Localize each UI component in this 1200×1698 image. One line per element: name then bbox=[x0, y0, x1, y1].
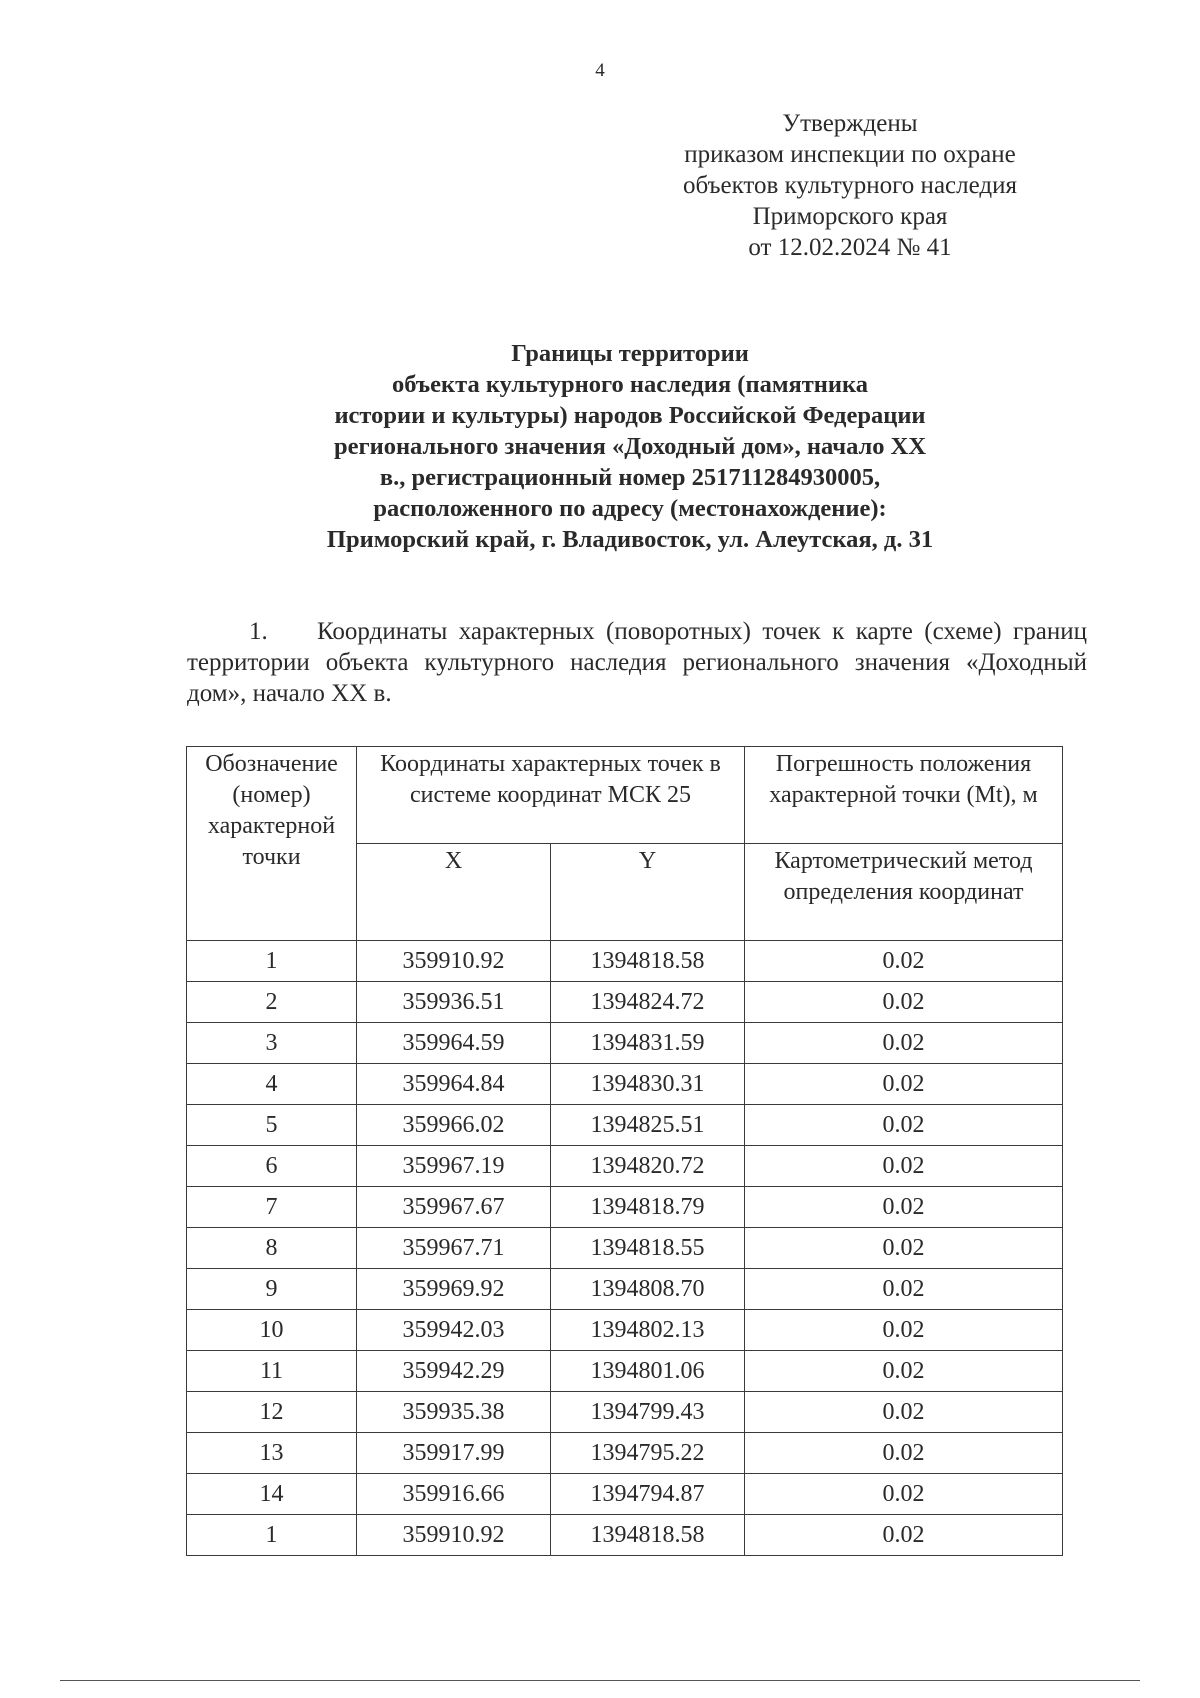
table-row bbox=[187, 941, 1063, 982]
cell-x: 359942.03 bbox=[357, 1310, 551, 1351]
cell-point: 2 bbox=[187, 982, 357, 1023]
cell-point: 8 bbox=[187, 1228, 357, 1269]
cell-error: 0.02 bbox=[745, 1515, 1063, 1556]
cell-error: 0.02 bbox=[745, 1023, 1063, 1064]
title-line: в., регистрационный номер 251711284930005, bbox=[379, 464, 881, 491]
table-row bbox=[187, 1269, 1063, 1310]
approval-block bbox=[640, 108, 1060, 263]
title-line: истории и культуры) народов Российской Федерации bbox=[334, 402, 926, 429]
paragraph-text: Координаты характерных (поворотных) точек к карте (схеме) границ территории объекта культурного наследия регионального значения «Доходный дом», начало XX в. bbox=[187, 618, 1087, 707]
cell-x: 359966.02 bbox=[357, 1105, 551, 1146]
table-row bbox=[187, 1310, 1063, 1351]
cell-point: 13 bbox=[187, 1433, 357, 1474]
page-number: 4 bbox=[595, 60, 605, 81]
cell-point: 4 bbox=[187, 1064, 357, 1105]
table-row bbox=[187, 982, 1063, 1023]
cell-x: 359964.59 bbox=[357, 1023, 551, 1064]
subheader-method: Картометрический метод определения координат bbox=[745, 844, 1063, 941]
coordinates-table bbox=[186, 746, 1063, 1556]
cell-error: 0.02 bbox=[745, 1433, 1063, 1474]
table-row bbox=[187, 1187, 1063, 1228]
cell-error: 0.02 bbox=[745, 941, 1063, 982]
cell-x: 359936.51 bbox=[357, 982, 551, 1023]
cell-error: 0.02 bbox=[745, 982, 1063, 1023]
cell-point: 9 bbox=[187, 1269, 357, 1310]
cell-y: 1394824.72 bbox=[551, 982, 745, 1023]
cell-error: 0.02 bbox=[745, 1351, 1063, 1392]
cell-y: 1394802.13 bbox=[551, 1310, 745, 1351]
subheader-x: X bbox=[357, 844, 551, 941]
title-line: расположенного по адресу (местонахождение): bbox=[373, 495, 887, 522]
cell-x: 359917.99 bbox=[357, 1433, 551, 1474]
table-row bbox=[187, 1023, 1063, 1064]
cell-point: 11 bbox=[187, 1351, 357, 1392]
subheader-y: Y bbox=[551, 844, 745, 941]
table-row bbox=[187, 1228, 1063, 1269]
table-row bbox=[187, 1351, 1063, 1392]
header-coordinates: Координаты характерных точек в системе координат МСК 25 bbox=[357, 747, 745, 844]
approval-line: Утверждены bbox=[782, 110, 918, 137]
cell-error: 0.02 bbox=[745, 1064, 1063, 1105]
title-line: объекта культурного наследия (памятника bbox=[391, 371, 869, 398]
cell-x: 359942.29 bbox=[357, 1351, 551, 1392]
cell-y: 1394795.22 bbox=[551, 1433, 745, 1474]
table-row bbox=[187, 1146, 1063, 1187]
cell-x: 359969.92 bbox=[357, 1269, 551, 1310]
cell-y: 1394799.43 bbox=[551, 1392, 745, 1433]
cell-error: 0.02 bbox=[745, 1105, 1063, 1146]
title-line: Границы территории bbox=[511, 340, 749, 367]
table-row bbox=[187, 1392, 1063, 1433]
cell-error: 0.02 bbox=[745, 1269, 1063, 1310]
cell-x: 359935.38 bbox=[357, 1392, 551, 1433]
cell-y: 1394820.72 bbox=[551, 1146, 745, 1187]
approval-line: приказом инспекции по охране bbox=[684, 141, 1016, 168]
cell-y: 1394831.59 bbox=[551, 1023, 745, 1064]
cell-error: 0.02 bbox=[745, 1310, 1063, 1351]
cell-x: 359964.84 bbox=[357, 1064, 551, 1105]
cell-x: 359916.66 bbox=[357, 1474, 551, 1515]
title-line: регионального значения «Доходный дом», начало XX bbox=[333, 433, 927, 460]
cell-y: 1394808.70 bbox=[551, 1269, 745, 1310]
cell-x: 359967.71 bbox=[357, 1228, 551, 1269]
header-error: Погрешность положения характерной точки (Mt), м bbox=[745, 747, 1063, 844]
cell-x: 359967.19 bbox=[357, 1146, 551, 1187]
cell-error: 0.02 bbox=[745, 1474, 1063, 1515]
footer-divider bbox=[60, 1680, 1140, 1681]
table-row bbox=[187, 1515, 1063, 1556]
cell-point: 1 bbox=[187, 1515, 357, 1556]
intro-paragraph bbox=[187, 616, 1087, 709]
cell-y: 1394818.55 bbox=[551, 1228, 745, 1269]
cell-x: 359967.67 bbox=[357, 1187, 551, 1228]
cell-x: 359910.92 bbox=[357, 941, 551, 982]
cell-point: 7 bbox=[187, 1187, 357, 1228]
approval-line: от 12.02.2024 № 41 bbox=[748, 234, 952, 261]
table-row bbox=[187, 1105, 1063, 1146]
cell-y: 1394830.31 bbox=[551, 1064, 745, 1105]
cell-point: 14 bbox=[187, 1474, 357, 1515]
cell-point: 12 bbox=[187, 1392, 357, 1433]
cell-y: 1394818.58 bbox=[551, 1515, 745, 1556]
paragraph-number: 1. bbox=[249, 618, 268, 645]
table-row bbox=[187, 1064, 1063, 1105]
cell-error: 0.02 bbox=[745, 1392, 1063, 1433]
table-body bbox=[187, 941, 1063, 1556]
cell-point: 1 bbox=[187, 941, 357, 982]
cell-error: 0.02 bbox=[745, 1228, 1063, 1269]
cell-point: 5 bbox=[187, 1105, 357, 1146]
table-row bbox=[187, 1433, 1063, 1474]
cell-y: 1394794.87 bbox=[551, 1474, 745, 1515]
approval-line: объектов культурного наследия bbox=[683, 172, 1017, 199]
cell-point: 3 bbox=[187, 1023, 357, 1064]
cell-y: 1394818.79 bbox=[551, 1187, 745, 1228]
cell-x: 359910.92 bbox=[357, 1515, 551, 1556]
cell-y: 1394825.51 bbox=[551, 1105, 745, 1146]
cell-error: 0.02 bbox=[745, 1187, 1063, 1228]
cell-point: 10 bbox=[187, 1310, 357, 1351]
cell-y: 1394801.06 bbox=[551, 1351, 745, 1392]
cell-point: 6 bbox=[187, 1146, 357, 1187]
approval-line: Приморского края bbox=[752, 203, 948, 230]
table-row bbox=[187, 1474, 1063, 1515]
header-point: Обозначение (номер) характерной точки bbox=[187, 747, 357, 941]
document-title bbox=[180, 338, 1080, 555]
cell-error: 0.02 bbox=[745, 1146, 1063, 1187]
title-line: Приморский край, г. Владивосток, ул. Алеутская, д. 31 bbox=[326, 526, 934, 553]
cell-y: 1394818.58 bbox=[551, 941, 745, 982]
